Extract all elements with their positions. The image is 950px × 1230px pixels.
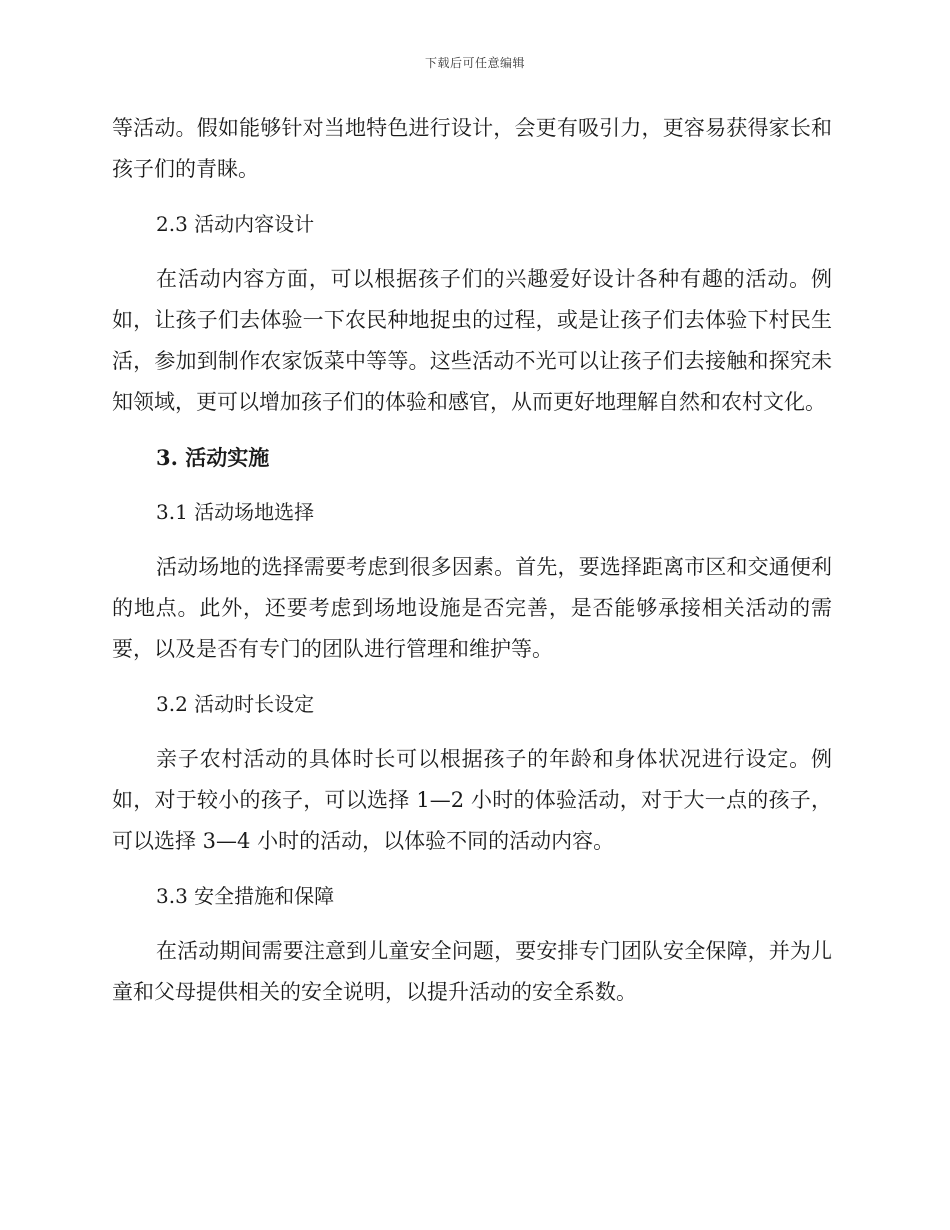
subheading-3-3: 3.3 安全措施和保障 <box>156 884 335 908</box>
subheading-2-3: 2.3 活动内容设计 <box>156 212 315 236</box>
subheading-3-2: 3.2 活动时长设定 <box>156 692 315 716</box>
section-heading-3: 3. 活动实施 <box>156 445 270 470</box>
paragraph-3-1: 活动场地的选择需要考虑到很多因素。首先，要选择距离市区和交通便利的地点。此外，还要考虑到场地设施是否完善，是否能够承接相关活动的需要，以及是否有专门的团队进行管理和维护等。 <box>112 555 832 661</box>
paragraph-3-3: 在活动期间需要注意到儿童安全问题，要安排专门团队安全保障，并为儿童和父母提供相关的安全说明，以提升活动的安全系数。 <box>112 939 832 1004</box>
subheading-3-1: 3.1 活动场地选择 <box>156 500 315 524</box>
paragraph-continuation: 等活动。假如能够针对当地特色进行设计，会更有吸引力，更容易获得家长和孩子们的青睐。 <box>112 116 832 181</box>
document-body <box>112 108 832 1013</box>
page-header: 下载后可任意编辑 <box>424 56 525 70</box>
paragraph-2-3: 在活动内容方面，可以根据孩子们的兴趣爱好设计各种有趣的活动。例如，让孩子们去体验一下农民种地捉虫的过程，或是让孩子们去体验下村民生活，参加到制作农家饭菜中等等。这些活动不光可以让孩子们去接触和探究未知领域，更可以增加孩子们的体验和感官，从而更好地理解自然和农村文化。 <box>112 267 832 414</box>
paragraph-3-2: 亲子农村活动的具体时长可以根据孩子的年龄和身体状况进行设定。例如，对于较小的孩子，可以选择 1—2 小时的体验活动，对于大一点的孩子，可以选择 3—4 小时的活动，以体验不同的活动内容。 <box>112 747 832 853</box>
